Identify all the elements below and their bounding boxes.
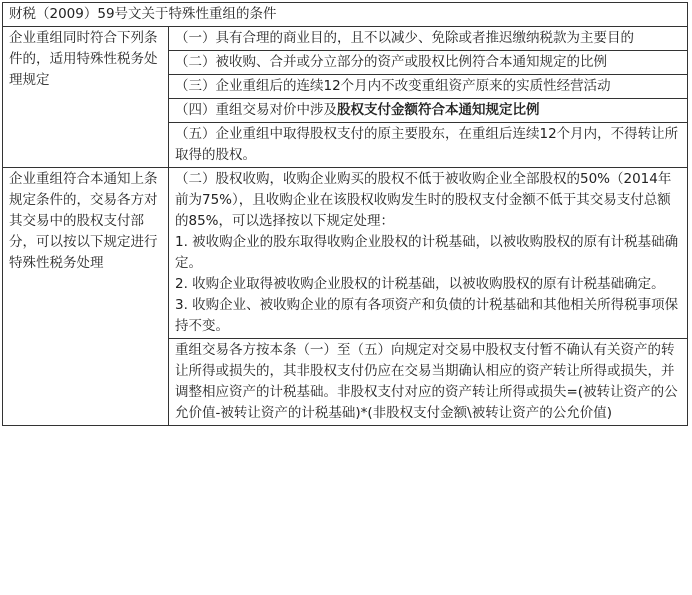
treatment-item-1: 1. 被收购企业的股东取得收购企业股权的计税基础，以被收购股权的原有计税基础确定。: [175, 234, 679, 271]
tax-conditions-table: [2, 2, 688, 426]
equity-acquisition-cell: [169, 168, 688, 339]
treatment-row: [3, 168, 688, 339]
table-title: 财税（2009）59号文关于特殊性重组的条件: [3, 3, 688, 27]
section1-label: 企业重组同时符合下列条件的，适用特殊性税务处理规定: [3, 27, 169, 168]
condition-2: （二）被收购、合并或分立部分的资产或股权比例符合本通知规定的比例: [169, 51, 688, 75]
condition-4-bold: 股权支付金额符合本通知规定比例: [337, 102, 540, 118]
section2-label: 企业重组符合本通知上条规定条件的，交易各方对其交易中的股权支付部分，可以按以下规定进行特殊性税务处理: [3, 168, 169, 426]
condition-3: （三）企业重组后的连续12个月内不改变重组资产原来的实质性经营活动: [169, 75, 688, 99]
condition-4: [169, 99, 688, 123]
treatment-item-3: 3. 收购企业、被收购企业的原有各项资产和负债的计税基础和其他相关所得税事项保持不变。: [175, 297, 679, 334]
condition-row: [3, 27, 688, 51]
condition-5: （五）企业重组中取得股权支付的原主要股东，在重组后连续12个月内，不得转让所取得的股权。: [169, 123, 688, 168]
equity-acquisition-intro: （二）股权收购，收购企业购买的股权不低于被收购企业全部股权的50%（2014年前为75%），且收购企业在该股权收购发生时的股权支付金额不低于其交易支付总额的85%，可以选择按以下规定处理：: [175, 171, 672, 229]
condition-4-prefix: （四）重组交易对价中涉及: [175, 102, 337, 118]
treatment-item-2: 2. 收购企业取得被收购企业股权的计税基础，以被收购股权的原有计税基础确定。: [175, 276, 665, 292]
non-equity-payment-note: 重组交易各方按本条（一）至（五）向规定对交易中股权支付暂不确认有关资产的转让所得或损失的，其非股权支付仍应在交易当期确认相应的资产转让所得或损失，并调整相应资产的计税基础。非股权支付对应的资产转让所得或损失=(被转让资产的公允价值-被转让资产的计税基础)*(非股权支付金额\被转让资产的公允价值): [169, 339, 688, 426]
condition-1: （一）具有合理的商业目的，且不以减少、免除或者推迟缴纳税款为主要目的: [169, 27, 688, 51]
title-row: [3, 3, 688, 27]
